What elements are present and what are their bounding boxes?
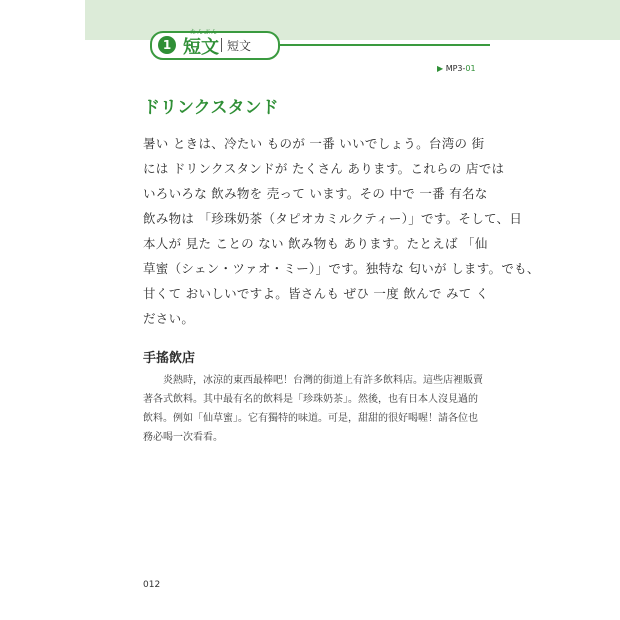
section-number-badge: 1 xyxy=(158,36,176,54)
passage-line: 甘くて おいしいですよ。皆さんも ぜひ 一度 飲んで みて く xyxy=(143,286,489,301)
passage-line: 本人が 見た ことの ない 飲み物も あります。たとえば 「仙 xyxy=(143,236,488,251)
japanese-passage xyxy=(143,127,540,327)
translation-line: 飲料。例如「仙草蜜」。它有獨特的味道。可是，甜甜的很好喝喔！請各位也 xyxy=(143,413,478,424)
passage-line: ださい。 xyxy=(143,311,195,326)
audio-number: 01 xyxy=(465,64,476,73)
audio-track-label[interactable] xyxy=(437,64,476,73)
section-title: 短文 xyxy=(183,37,219,58)
audio-prefix: MP3- xyxy=(445,64,466,73)
play-icon: ▶ xyxy=(437,64,444,73)
translation-line: 務必喝一次看看。 xyxy=(143,432,223,443)
passage-line: いろいろな 飲み物を 売って います。その 中で 一番 有名な xyxy=(143,186,488,201)
translation-line: 炎熱時，冰涼的東西最棒吧！台灣的街道上有許多飲料店。這些店裡販賣 xyxy=(163,375,483,386)
passage-line: には ドリンクスタンドが たくさん あります。これらの 店では xyxy=(143,161,505,176)
passage-line: 草蜜（シェン・ツァオ・ミー）」です。独特な 匂いが します。でも、 xyxy=(143,261,540,276)
section-divider-line xyxy=(278,44,490,46)
translation-title: 手搖飲店 xyxy=(143,351,196,366)
translation-line: 著各式飲料。其中最有名的飲料是「珍珠奶茶」。然後，也有日本人沒見過的 xyxy=(143,394,478,405)
passage-line: 暑い ときは、冷たい ものが 一番 いいでしょう。台湾の 街 xyxy=(143,136,485,151)
chinese-translation xyxy=(143,371,488,447)
passage-line: 飲み物は 「珍珠奶茶（タピオカミルクティー）」です。そして、日 xyxy=(143,211,523,226)
page-number: 012 xyxy=(143,580,161,590)
section-subtitle: 短文 xyxy=(227,39,252,53)
section-title-ruby: たんぶん xyxy=(190,29,219,36)
section-title-separator xyxy=(221,38,222,52)
article-title: ドリンクスタンド xyxy=(143,98,279,118)
